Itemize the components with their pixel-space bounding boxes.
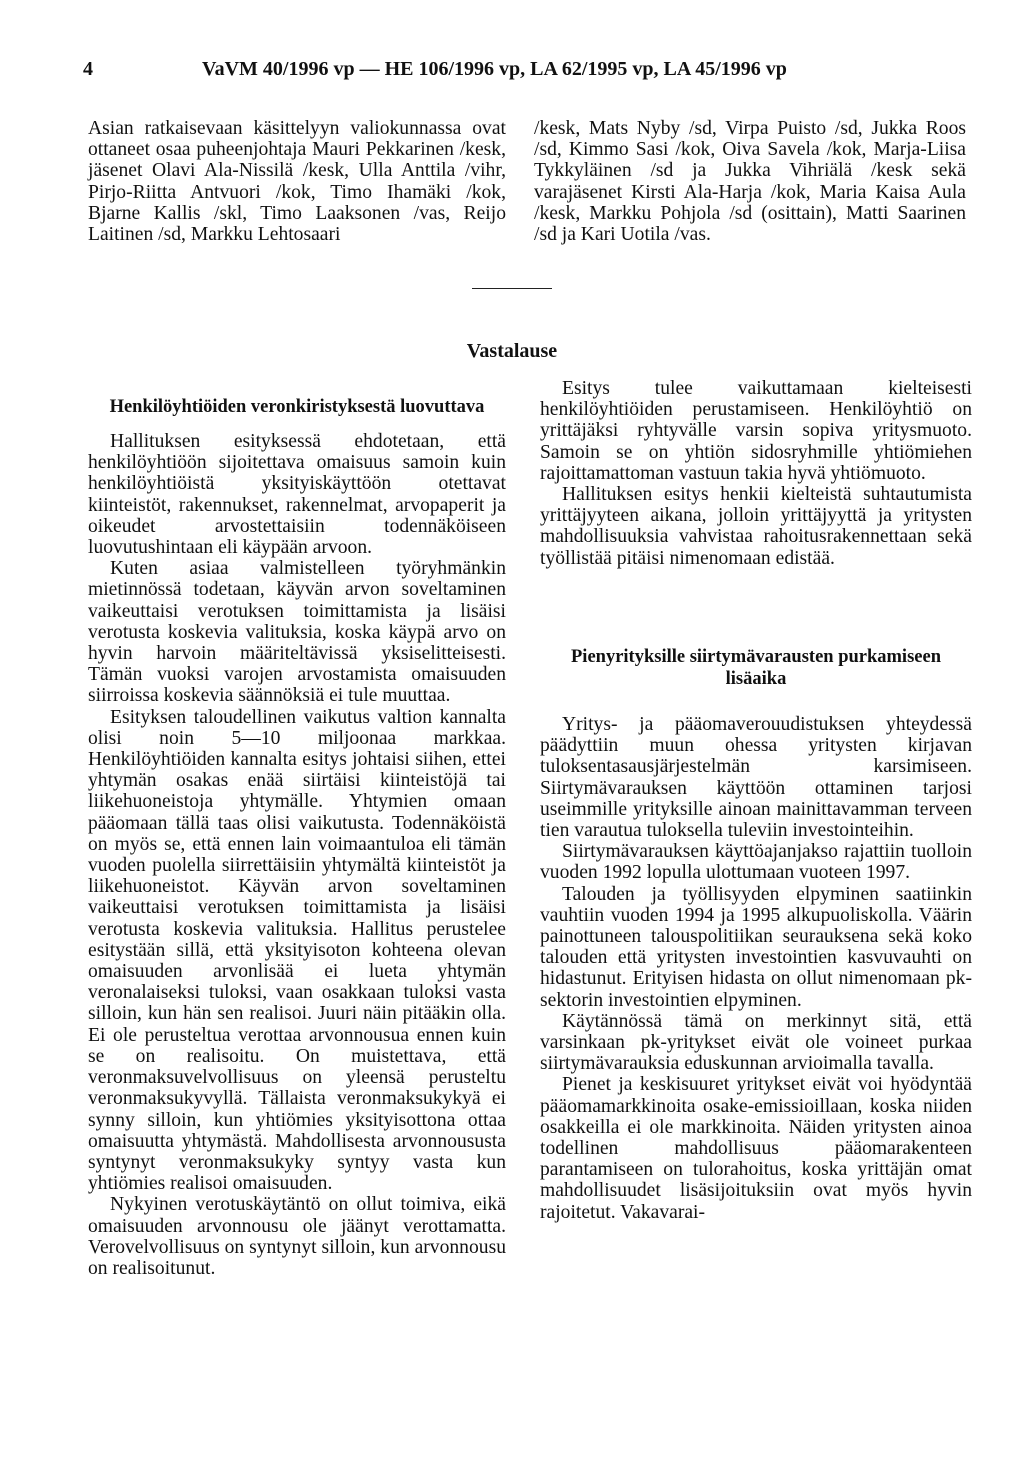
left-column-body bbox=[88, 431, 506, 1279]
page-number: 4 bbox=[83, 58, 93, 80]
left-section-heading: Henkilöyhtiöiden veronkiristyksestä luovuttava bbox=[109, 397, 485, 417]
right-paragraph-7: Pienet ja keskisuuret yritykset eivät voi hyödyntää pääomamarkkinoita osake-emissioillaan, koska niiden osakkeilla ei ole markkinoita. Näiden yritysten ainoa todellinen mahdollisuus pääomarakenteen parantamiseen on tulorahoitus, koska yrittäjän omat mahdollisuudet lisäsijoituksiin ovat myös hyvin rajoitetut. Vakavarai- bbox=[540, 1074, 972, 1223]
section-divider bbox=[472, 288, 552, 289]
right-paragraph-5: Talouden ja työllisyyden elpyminen saatiinkin vauhtiin vuoden 1994 ja 1995 alkupuoliskolla. Väärin painottuneen talouspolitiikan seurauksena sekä koko talouden että yritysten investointien kasvuvauhti on hidastunut. Erityisen hidasta on ollut nimenomaan pk-sektorin investointien elpyminen. bbox=[540, 883, 972, 1011]
members-paragraph-part2: /kesk, Mats Nyby /sd, Virpa Puisto /sd, Jukka Roos /sd, Kimmo Sasi /kok, Oiva Savela /kok, Marja-Liisa Tykkyläinen /sd ja Jukka Vihriälä /kesk sekä varajäsenet Kirsti Ala-Harja /kok, Maria Kaisa Aula /kesk, Markku Pohjola /sd (osittain), Matti Saarinen /sd ja Kari Uotila /vas. bbox=[534, 118, 966, 246]
left-paragraph-4: Nykyinen verotuskäytäntö on ollut toimiva, eikä omaisuuden arvonnousu ole jäänyt verottamatta. Verovelvollisuus on syntynyt silloin, kun arvonnousu on realisoitunut. bbox=[88, 1194, 506, 1279]
left-paragraph-1: Hallituksen esityksessä ehdotetaan, että henkilöyhtiöön sijoitettava omaisuus samoin kuin henkilöyhtiöistä yksityiskäyttöön otettavat kiinteistöt, rakennukset, rakennelmat, arvopaperit ja oikeudet arvostettaisiin todennäköiseen luovutushintaan eli käypään arvoon. bbox=[88, 431, 506, 559]
right-paragraph-3: Yritys- ja pääomaverouudistuksen yhteydessä päädyttiin muun ohessa yritysten kirjavan tuloksentasausjärjestelmän karsimiseen. Siirtymävarauksen käyttöön ottaminen tarjosi useimmille yrityksille ainoan mainittavamman terveen tien varautua tuloksella tuleviin investointeihin. bbox=[540, 714, 972, 842]
right-paragraph-6: Käytännössä tämä on merkinnyt sitä, että varsinkaan pk-yritykset eivät ole voineet purkaa siirtymävarauksia eduskunnan arvioimalla tavalla. bbox=[540, 1010, 972, 1075]
vastalause-title: Vastalause bbox=[466, 340, 558, 362]
committee-members-right bbox=[534, 118, 966, 245]
right-column-body-top bbox=[540, 378, 972, 569]
page-header bbox=[83, 58, 964, 88]
committee-members-left bbox=[88, 118, 506, 245]
members-paragraph-part1: Asian ratkaisevaan käsittelyyn valiokunnassa ovat ottaneet osaa puheenjohtaja Mauri Pekkarinen /kesk, jäsenet Olavi Ala-Nissilä /kesk, Ulla Anttila /vihr, Pirjo-Riitta Antvuori /kok, Timo Ihamäki /kok, Bjarne Kallis /skl, Timo Laaksonen /vas, Reijo Laitinen /sd, Markku Lehtosaari bbox=[88, 118, 506, 246]
right-paragraph-1: Esitys tulee vaikuttamaan kielteisesti henkilöyhtiöiden perustamiseen. Henkilöyhtiö on yrittäjäksi ryhtyvälle varsin sopiva yritysmuoto. Samoin se on yhtiön sidosryhmille yhtiömiehen rajoittamattoman vastuun takia hyvä yhtiömuoto. bbox=[540, 378, 972, 484]
right-column-body-bottom bbox=[540, 714, 972, 1223]
header-title: VaVM 40/1996 vp — HE 106/1996 vp, LA 62/1995 vp, LA 45/1996 vp bbox=[202, 58, 787, 80]
right-paragraph-2: Hallituksen esitys henkii kielteistä suhtautumista yrittäjyyteen aikana, jolloin yrittäjyyttä ja yritysten mahdollisuuksia vahvistaa rahoitusrakennettaan sekä työllistää pitäisi nimenomaan edistää. bbox=[540, 484, 972, 569]
right-paragraph-4: Siirtymävarauksen käyttöajanjakso rajattiin tuolloin vuoden 1992 lopulla ulottumaan vuoteen 1997. bbox=[540, 841, 972, 884]
left-paragraph-2: Kuten asiaa valmistelleen työryhmänkin mietinnössä todetaan, käyvän arvon soveltaminen vaikeuttaisi verotuksen toimittamista ja lisäisi verotusta koskevia valituksia, koska käypä arvo on hyvin harvoin määriteltävissä yksiselitteisesti. Tämän vuoksi varojen arvostamista omaisuuden siirroissa koskevia säännöksiä ei tule muuttaa. bbox=[88, 558, 506, 707]
right-section-heading: Pienyrityksille siirtymävarausten purkamiseen lisäaika bbox=[571, 647, 941, 689]
left-paragraph-3: Esityksen taloudellinen vaikutus valtion kannalta olisi noin 5—10 miljoonaa markkaa. Henkilöyhtiöiden kannalta esitys johtaisi siihen, ettei yhtymän osakas enää siirtäisi kiinteistöjä tai liikehuoneistoja yhtymälle. Yhtymien omaan pääomaan tällä taas olisi vaikutusta. Todennäköistä on myös se, että ennen lain voimaantuloa eli tämän vuoden puolella siirrettäisiin yhtymältä kiinteistöt ja liikehuoneistot. Käyvän arvon soveltaminen vaikeuttaisi verotuksen toimittamista ja lisäisi verotusta koskevia valituksia. Hallitus perustelee esitystään sillä, että yksityisoton kohteena olevan omaisuuden arvonlisää ei lueta yhtymän veronalaiseksi tuloksi, vaan osakkaan tuloksi vasta silloin, kun hän sen realisoi. Juuri näin pitääkin olla. Ei ole perusteltua verottaa arvonnousua ennen kuin se on realisoitu. On muistettava, että veronmaksuvelvollisuus on yleensä perusteltu veronmaksukyvyllä. Tällaista veronmaksukykyä ei synny silloin, kun yhtiömies yksityisottona ottaa omaisuutta yhtymästä. Mahdollisesta arvonnoususta syntynyt veronmaksukyky syntyy vasta kun yhtiömies realisoi omaisuuden. bbox=[88, 706, 506, 1195]
